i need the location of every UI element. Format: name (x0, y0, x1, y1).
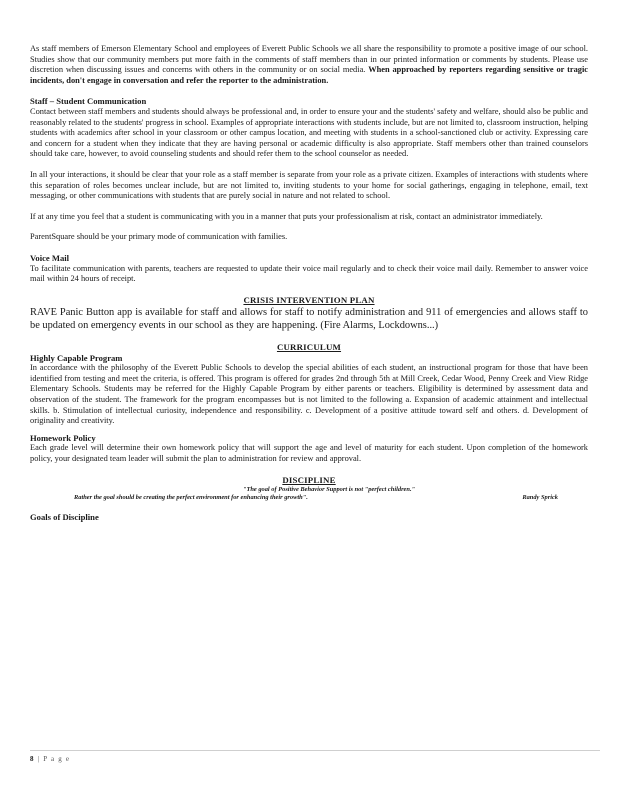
homework-policy-paragraph: Each grade level will determine their own homework policy that will support the age and level of maturity for each student. Upon completion of the homework policy, your designated team leader will submit the plan to administration for review and approval. (30, 443, 588, 464)
staff-student-paragraph-3: If at any time you feel that a student is communicating with you in a manner that puts your professionalism at risk, contact an administrator immediately. (30, 211, 543, 221)
discipline-quote-text: Rather the goal should be creating the perfect environment for enhancing their growth". (74, 493, 308, 501)
homework-policy-heading: Homework Policy (30, 432, 96, 443)
staff-student-paragraph-1: Contact between staff members and students should always be professional and, in order to ensure your and the students' safety and welfare, should also be public and reasonably related to the students' progress in school. Examples of appropriate interactions with students include, but are not limited to, classroom instruction, helping students with academics after school in your classroom or other campus location, and meeting with students in a school-sanctioned club or activity. Expressing care and concern for a student when they indicate that they are having personal or academic difficulty is also appropriate. Staff members other than trained counselors should take care, however, to avoid counseling students and should refer them to the school counselor as needed. (30, 106, 588, 159)
intro-paragraph (30, 44, 588, 86)
voice-mail-heading: Voice Mail (30, 252, 70, 263)
crisis-paragraph: RAVE Panic Button app is available for staff and allows for staff to notify administration and 911 of emergencies and allows staff to be updated on emergency events in our school as they are happening. (Fire Alarms, Lockdowns...) (30, 306, 588, 331)
highly-capable-paragraph: In accordance with the philosophy of the Everett Public Schools to develop the special abilities of each student, an instructional program for those that have been identified from testing and meet the criteria, is offered. This program is offered for grades 2nd through 5th at Mill Creek, Cedar Wood, Penny Creek and View Ridge Elementary Schools. Students may be referred for the Highly Capable Program by either parents or teachers. Eligibility is determined by assessment data and observation of the student. The framework for the program encompasses but is not limited to the following a. Expansion of academic attainment and intellectual skills. b. Stimulation of intellectual curiosity, independence and responsibility. c. Development of a positive attitude toward self and others. d. Development of originality and creativity. (30, 363, 588, 426)
curriculum-heading: CURRICULUM (276, 341, 342, 352)
discipline-heading: DISCIPLINE (282, 474, 336, 485)
staff-student-heading: Staff – Student Communication (30, 96, 147, 107)
discipline-quote-line-2 (30, 494, 588, 502)
goals-of-discipline-heading: Goals of Discipline (30, 511, 99, 522)
voice-mail-paragraph: To facilitate communication with parents, teachers are requested to update their voice mail regularly and to check their voice mail daily. Remember to answer voice mail within 24 hours of receipt. (30, 263, 588, 284)
document-page (30, 44, 588, 522)
staff-student-paragraph-2: In all your interactions, it should be clear that your role as a staff member is separate from your role as a private citizen. Examples of interactions with students where this separation of roles becomes unclear include, but are not limited to, inviting students to your home for social gatherings, engaging in telephone, email, text messaging, or other communications with students that are purely social in nature and not related to school. (30, 169, 588, 201)
crisis-heading: CRISIS INTERVENTION PLAN (243, 294, 375, 305)
intro-text: As staff members of Emerson Elementary School and employees of Everett Public Schools we all share the responsibility to promote a positive image of our school. Studies show that our community members put more faith in the comments of staff members than in our printed information or comments by students. Please use discretion when discussing issues and concerns with others in the community or on social media. (30, 44, 588, 75)
page-number: 8 (30, 755, 35, 763)
intro-bold-text: When approached by reporters regarding sensitive or tragic incidents, don't engage in conversation and refer the reporter to the administration. (30, 65, 589, 85)
discipline-quote-author: Randy Sprick (522, 493, 558, 501)
highly-capable-heading: Highly Capable Program (30, 352, 123, 363)
page-label: | P a g e (37, 755, 71, 763)
page-footer (30, 750, 600, 763)
staff-student-paragraph-4: ParentSquare should be your primary mode of communication with families. (30, 232, 288, 242)
discipline-quote-line-1: "The goal of Positive Behavior Support is not "perfect children." (242, 485, 416, 493)
